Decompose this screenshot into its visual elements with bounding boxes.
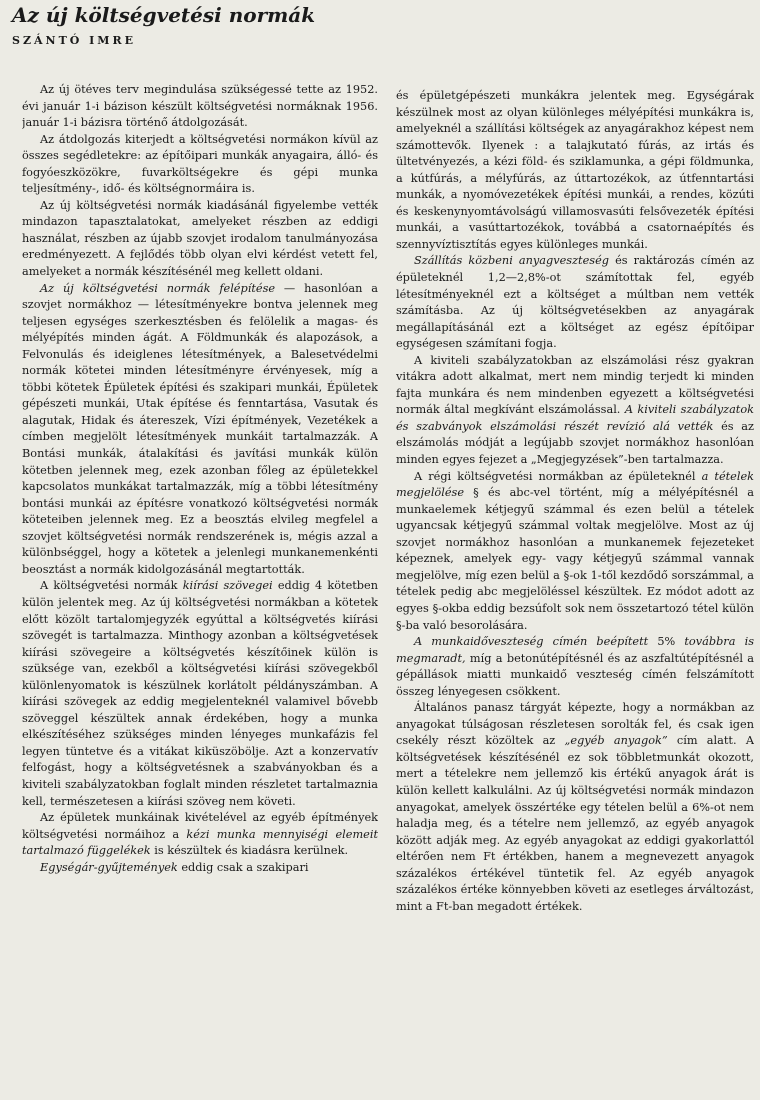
paragraph-lead: A munkaidőveszteség címén beépített: [414, 635, 649, 649]
right-column: [396, 88, 754, 1100]
paragraph-emphasis: „egyéb anyagok”: [564, 734, 668, 748]
paragraph: Az új költségvetési normák kiadásánál figyelembe vették mindazon tapasztalatokat, amelyeket részben az eddigi használat, részben az újabb szovjet irodalom tanulmányozása eredményezett. A fejlődés több olyan elvi kérdést vetett fel, amelyeket a normák készítésénél meg kellett oldani.: [22, 198, 378, 279]
paragraph-emphasis: a tételek megjelölése: [396, 469, 754, 500]
article-title: Az új költségvetési normák: [12, 3, 316, 27]
paragraph: Egységár-gyűjtemények eddig csak a szakipari: [40, 860, 309, 874]
paragraph-lead: Szállítás közbeni anyagveszteség: [414, 254, 609, 268]
paragraph-emphasis: továbbra is megmaradt,: [396, 635, 754, 665]
paragraph: Az új ötéves terv megindulása szükségessé tette az 1952. évi január 1-i bázison készült költségvetési normáknak 1956. január 1-i bázisra történő átdolgozását.: [22, 83, 378, 130]
paragraph: Az új költségvetési normák felépítése — hasonlóan a szovjet normákhoz — létesítményekre bontva jelennek meg teljesen egységes szerkesztésben és felölelik a magas- és mélyépítés minden ágát. A Földmunkák és alapozások, a Felvonulás és ideiglenes létesítmények, a Balesetvédelmi normák kötetei minden létesítményre érvényesek, míg a többi kötetek Épületek építési és szakipari munkái, Épületek gépészeti munkái, Utak építése és fenntartása, Vasutak és alagutak, Hidak és átereszek, Vízi építmények, Vezetékek a címben megjelölt létesítmények munkáit tartalmazzák. A Bontási munkák, átalakítási és javítási munkák külön kötetben jelennek meg, ezek azonban főleg az épületekkel kapcsolatos munkákat tartalmazzák, míg a többi létesítmény bontási munkái az építésre vonatkozó költségvetési normák köteteiben jelennek meg. Ez a beosztás elvileg megfelel a szovjet költségvetési normák rendszerének is, mégis azzal a különbséggel, hogy a kötetek a jelenlegi munkanemenkénti beosztást a normák kidolgozásánál megtartották.: [22, 281, 378, 576]
paragraph: A költségvetési normák kiírási szövegei eddig 4 kötetben külön jelentek meg. Az új költségvetési normákban a kötetek előtt közölt tartalomjegyzék egyúttal a költségvetés kiírási szövegét is tartalmazza. Minthogy azonban a költségvetések kiírási szövegeire a költségvetés készítőinek külön is szüksége van, ezekből a költségvetési kiírási szövegekből különlenyomatok is készülnek korlátolt példányszámban. A kiírási szövegek az eddig megjelenteknél valamivel bővebb szöveggel készültek annak érdekében, hogy a munka elkészítéséhez szükséges minden lényeges munkafázis fel legyen tüntetve és a vitákat kiküszöbölje. Azt a konzervatív felfogást, hogy a költségvetésnek a szabványokban és a kiviteli szabályzatokban foglalt minden részletet tartalmaznia kell, természetesen a kiírási szöveg nem követi.: [22, 579, 378, 808]
paragraph-emphasis: kiírási szövegei: [182, 579, 273, 593]
paragraph-lead: Az új költségvetési normák felépítése: [40, 281, 276, 295]
article-author: SZÁNTÓ IMRE: [12, 34, 137, 47]
paragraph: Általános panasz tárgyát képezte, hogy a normákban az anyagokat túlságosan részletesen sorolták fel, és csak igen csekély részt közöltek az „egyéb anyagok” cím alatt. A költségvetések készítésénél ez sok többletmunkát okozott, mert a tételekre nem jellemző kis értékű anyagok árát is külön kellett kalkulálni. Az új költségvetési normák mindazon anyagokat, amelyek összértéke egy tételen belül a 6%-ot nem haladja meg, és a tételre nem jellemző, az egyéb anyagok között adják meg. Az egyéb anyagokat az eddigi gyakorlattól eltérően nem Ft értékben, hanem a megnevezett anyagok százalékos értékével tüntetik fel. Az egyéb anyagok százalékos értéke könnyebben követi az esetleges árváltozást, mint a Ft-ban megadott értékek.: [396, 701, 754, 913]
paragraph-emphasis: A kiviteli szabályzatok és szabványok elszámolási részét revízió alá vették: [396, 403, 754, 433]
paragraph: A kiviteli szabályzatokban az elszámolási rész gyakran vitákra adott alkalmat, mert nem mindig terjedt ki minden fajta munkára és nem mindenben egyezett a költségvetési normák által megkívánt elszámolással. A kiviteli szabályzatok és szabványok elszámolási részét revízió alá vették és az elszámolás módját a legújabb szovjet normákhoz hasonlóan minden egyes fejezet a „Megjegyzések”-ben tartalmazza.: [396, 353, 754, 467]
paragraph: Szállítás közbeni anyagveszteség és raktározás címén az épületeknél 1,2—2,8%-ot számítottak fel, egyéb létesítményeknél ezt a költséget a múltban nem vették számításba. Az új költségvetésekben az anyagárak megállapításánál ezt a költséget az egész építőipar egységesen számítani fogja.: [396, 254, 754, 351]
paragraph-emphasis: kézi munka mennyiségi elemeit tartalmazó függelékek: [22, 827, 378, 858]
paragraph: Az átdolgozás kiterjedt a költségvetési normákon kívül az összes segédletekre: az építőipari munkák anyagaira, álló- és fogyóeszközökre, fuvarköltségekre és gépi munka teljesítmény-, idő- és költségnormáira is.: [22, 132, 378, 196]
paragraph: és épületgépészeti munkákra jelentek meg. Egységárak készülnek most az olyan különleges mélyépítési munkákra is, amelyeknél a szállítási költségek az anyagárakhoz képest nem számottevők. Ilyenek : a talajkutató fúrás, az irtás és ültetvényezés, a kézi föld- és sziklamunka, a gépi földmunka, a kútfúrás, a mélyfúrás, az úttartozékok, az útfenntartási munkák, a nyomóvezetékek építési munkái, a rendes, közúti és keskenynyomtávolságú villamosvasúti felsővezeték építési munkái, a vasúttartozékok, továbbá a csatornaépítés és szennyvíztisztítás egyes különleges munkái.: [396, 89, 754, 251]
paragraph: A munkaidőveszteség címén beépített 5% továbbra is megmaradt, míg a betonútépítésnél és az aszfaltútépítésnél a gépállások miatti munkaidő veszteség címén felszámított összeg lényegesen csökkent.: [396, 635, 754, 698]
paragraph: Az épületek munkáinak kivételével az egyéb építmények költségvetési normáihoz a kézi munka mennyiségi elemeit tartalmazó függelékek is készültek és kiadásra kerülnek.: [22, 811, 378, 858]
paragraph: A régi költségvetési normákban az épületeknél a tételek megjelölése § és abc-vel történt, míg a mélyépítésnél a munkaelemek kétjegyű számmal és ezen belül a tételek ugyancsak kétjegyű számmal voltak megjelölve. Most az új szovjet normákhoz hasonlóan a munkanemek fejezeteket képeznek, amelyek egy- vagy kétjegyű számmal vannak megjelölve, míg ezen belül a §-ok 1-től kezdődő sorszámmal, a tételek pedig abc megjelöléssel készültek. Ez módot adott az egyes §-okba eddig bezsúfolt sok nem összetartozó tétel külön §-ba való besorolására.: [396, 469, 754, 632]
paragraph-lead: Egységár-gyűjtemények: [40, 860, 178, 874]
left-column: [22, 82, 378, 1100]
